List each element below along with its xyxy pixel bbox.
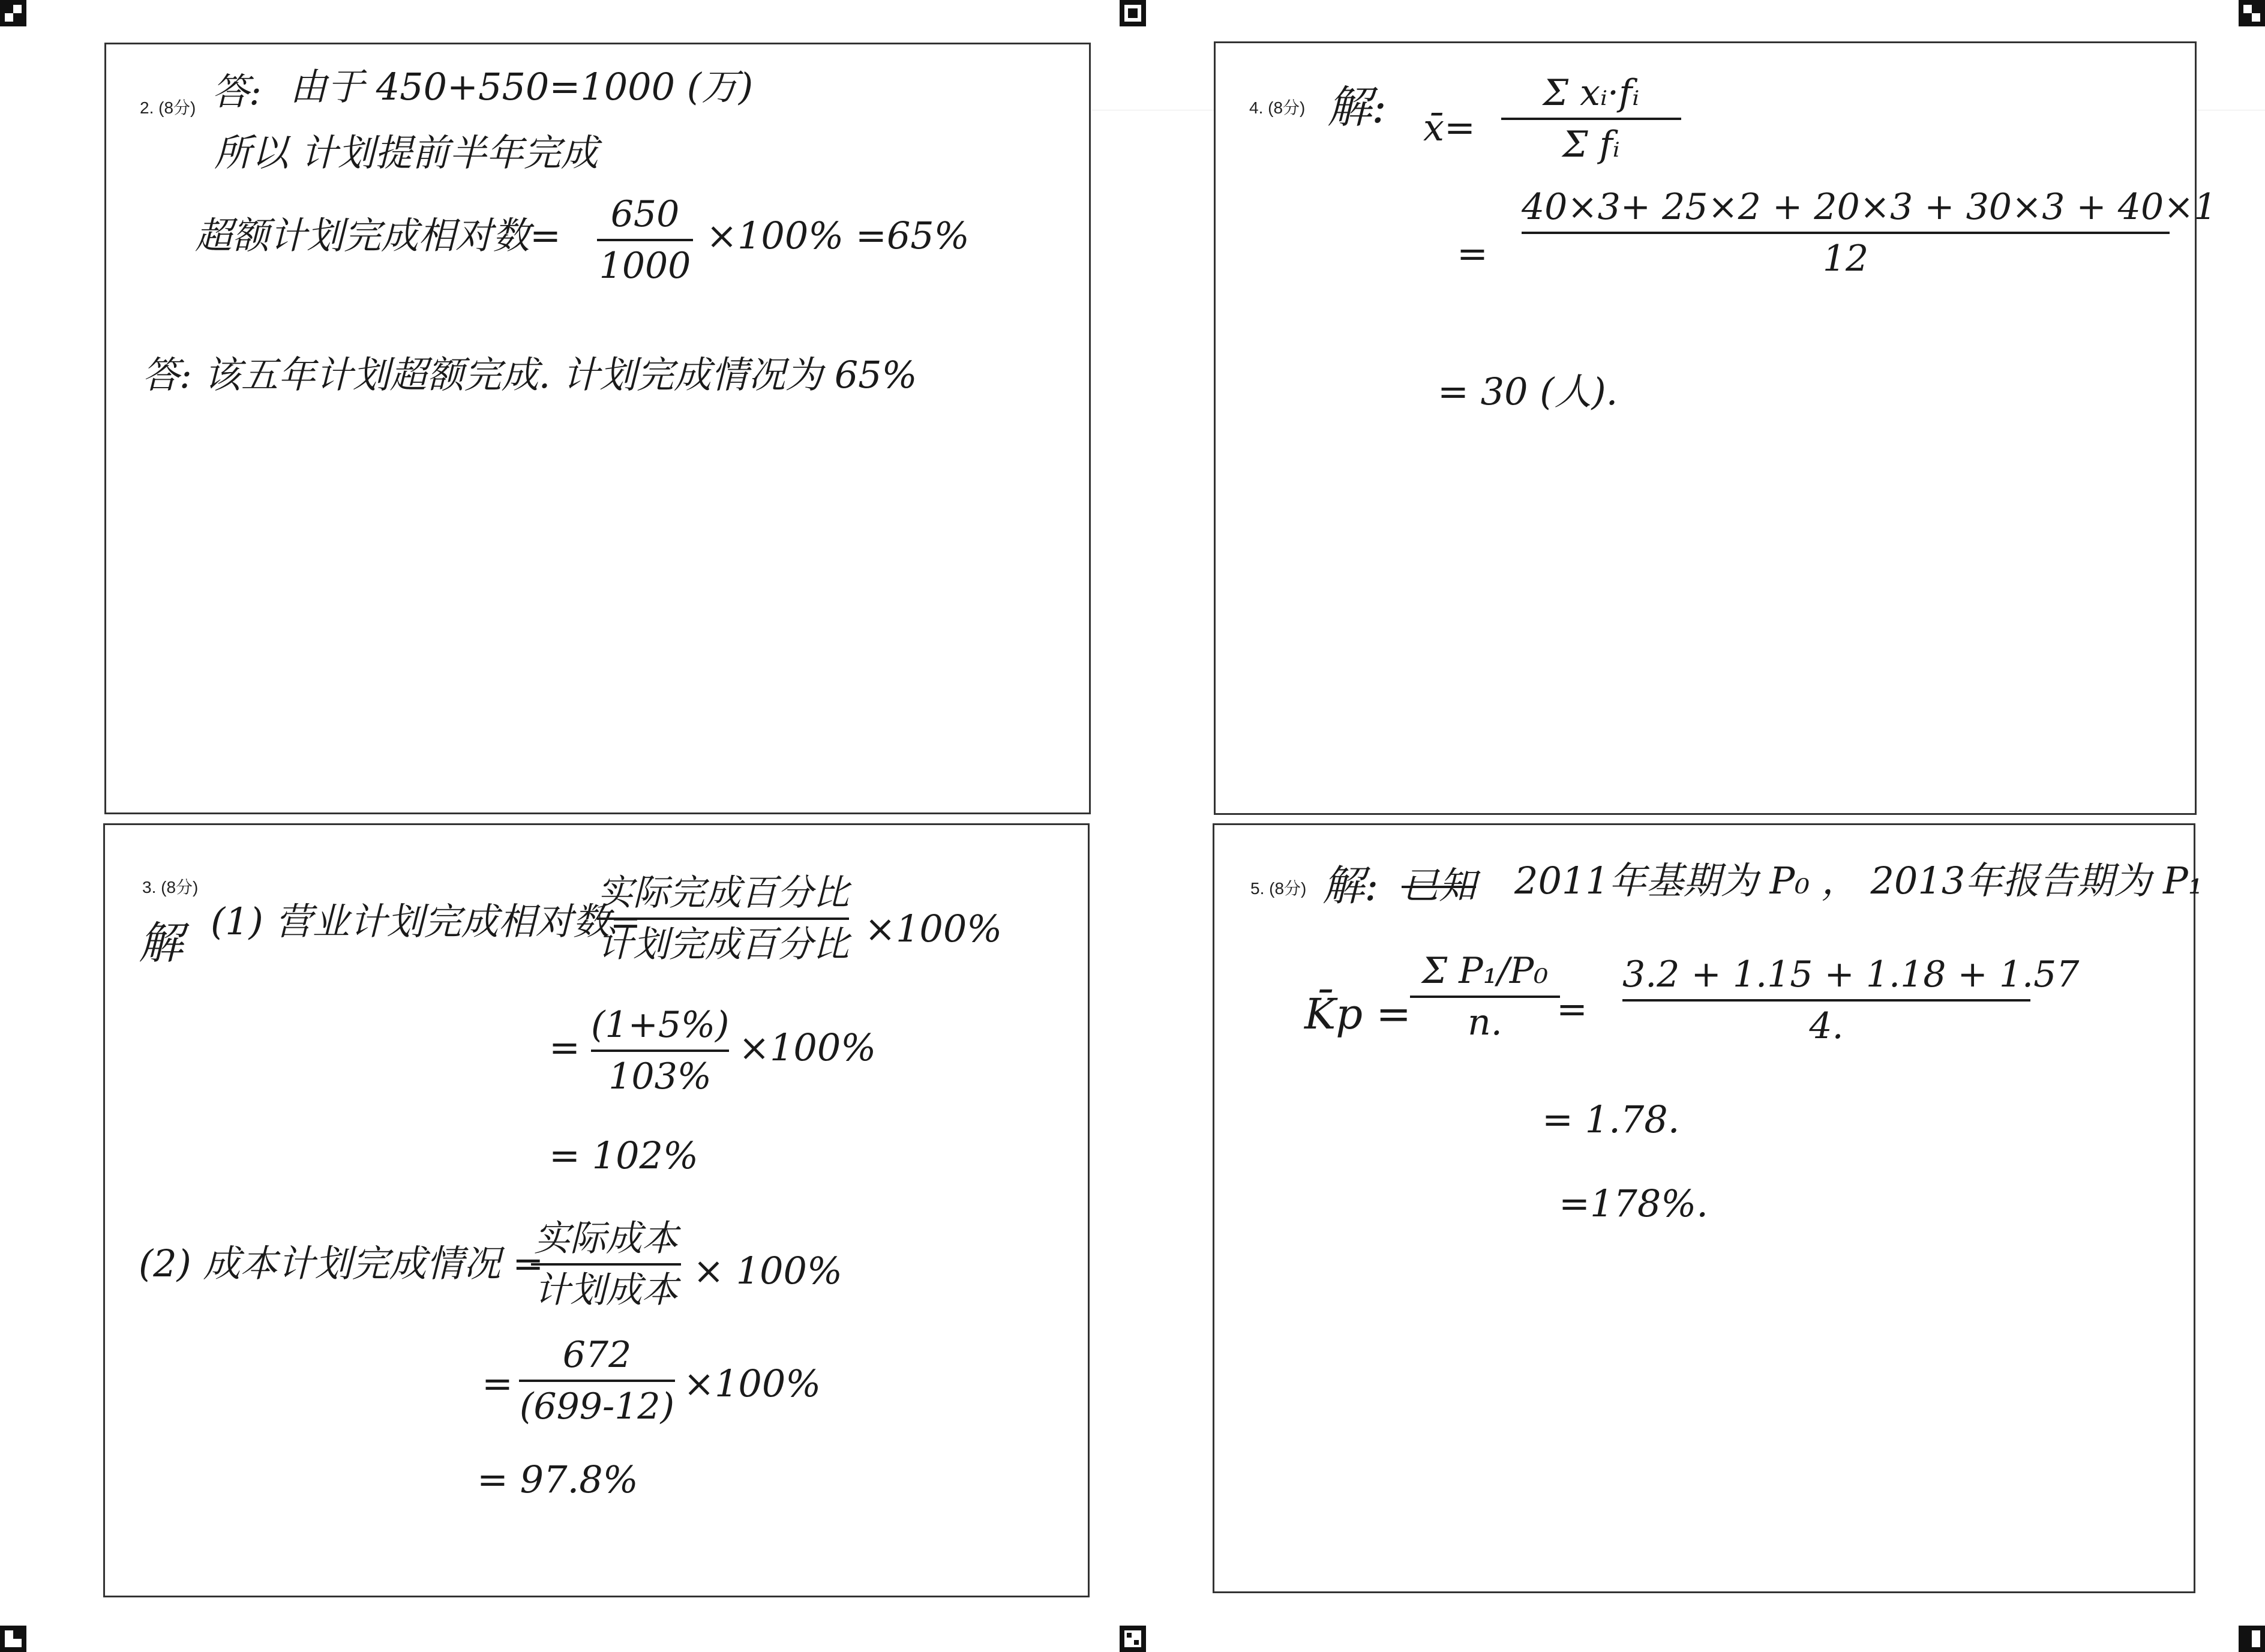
corner-marker-icon bbox=[1120, 1626, 1146, 1652]
answer-conclusion: 答: 该五年计划超额完成. 计划完成情况为 65% bbox=[142, 353, 917, 397]
crossed-out-text: 已知 bbox=[1402, 864, 1477, 907]
fraction-denominator: 103% bbox=[608, 1056, 712, 1098]
question-label: 5. (8分) bbox=[1250, 879, 1307, 898]
answer-line: 2011年基期为 P₀ ， 2013年报告期为 P₁ bbox=[1514, 859, 2203, 903]
answer-box-q2 bbox=[104, 43, 1091, 814]
corner-marker-icon bbox=[2239, 1626, 2265, 1652]
formula-lhs: (2) 成本计划完成情况 = bbox=[139, 1242, 544, 1285]
fraction-bar bbox=[591, 1050, 729, 1052]
answer-box-q5 bbox=[1213, 823, 2203, 1593]
question-label: 4. (8分) bbox=[1249, 98, 1306, 117]
formula-rhs: ×100% =65% bbox=[706, 214, 970, 257]
equals-sign: = bbox=[1457, 232, 1488, 275]
fraction-numerator: 40×3+ 25×2 + 20×3 + 30×3 + 40×1 bbox=[1522, 186, 2217, 228]
formula-rhs: ×100% bbox=[683, 1362, 821, 1405]
formula-rhs: ×100% bbox=[865, 907, 1003, 951]
fraction-bar bbox=[597, 239, 693, 241]
formula-result: = 97.8% bbox=[477, 1458, 638, 1501]
answer-line: 所以 计划提前半年完成 bbox=[214, 131, 598, 175]
corner-marker-icon bbox=[0, 0, 26, 26]
fraction bbox=[591, 1005, 729, 1096]
formula-result: = 30 (人). bbox=[1438, 370, 1618, 413]
fraction bbox=[1501, 73, 1681, 164]
answer-prefix: 答: bbox=[212, 70, 262, 113]
formula-lhs: (1) 营业计划完成相对数= bbox=[211, 900, 641, 943]
fraction-numerator: Σ P₁/P₀ bbox=[1421, 950, 1549, 992]
formula-lhs: x̄= bbox=[1423, 106, 1475, 149]
fraction bbox=[1522, 186, 2217, 280]
fraction-bar bbox=[1501, 118, 1681, 120]
fraction-denominator: 4. bbox=[1809, 1005, 1844, 1047]
fraction-numerator: 672 bbox=[562, 1334, 632, 1376]
corner-marker-icon bbox=[2239, 0, 2265, 26]
corner-marker-icon bbox=[0, 1626, 26, 1652]
solution-prefix: 解: bbox=[1327, 82, 1387, 133]
fraction bbox=[597, 194, 693, 286]
equals-sign: = bbox=[482, 1362, 513, 1405]
fraction-numerator: 650 bbox=[610, 193, 680, 235]
formula-lhs: K̄p = bbox=[1304, 990, 1412, 1039]
formula-result: = 102% bbox=[549, 1134, 698, 1177]
fraction bbox=[1622, 954, 2080, 1047]
fraction-bar bbox=[597, 918, 849, 920]
fraction-bar bbox=[1522, 232, 2170, 234]
formula-result: = 1.78. bbox=[1542, 1098, 1680, 1141]
fraction-denominator: n. bbox=[1468, 1002, 1502, 1044]
formula-rhs: × 100% bbox=[693, 1249, 842, 1293]
answer-line: 由于 450+550=1000 (万) bbox=[290, 65, 754, 109]
formula-result: =178%. bbox=[1559, 1182, 1708, 1225]
fraction-denominator: Σ fᵢ bbox=[1562, 124, 1620, 166]
fraction bbox=[519, 1335, 675, 1426]
question-label: 3. (8分) bbox=[142, 878, 199, 897]
fraction-numerator: Σ xᵢ·fᵢ bbox=[1543, 72, 1640, 114]
fraction bbox=[597, 873, 849, 964]
fraction bbox=[1410, 951, 1560, 1042]
fraction-bar bbox=[531, 1263, 681, 1266]
fraction-bar bbox=[1410, 996, 1560, 998]
fraction-bar bbox=[1622, 999, 2030, 1002]
fraction-numerator: (1+5%) bbox=[591, 1004, 730, 1046]
fraction-denominator: 计划成本 bbox=[534, 1269, 678, 1311]
fraction-denominator: (699-12) bbox=[520, 1386, 674, 1428]
fraction-bar bbox=[519, 1380, 675, 1382]
solution-prefix: 解 bbox=[139, 918, 183, 969]
fraction-denominator: 1000 bbox=[599, 245, 691, 287]
fraction-numerator: 3.2 + 1.15 + 1.18 + 1.57 bbox=[1622, 954, 2080, 996]
fraction-denominator: 计划完成百分比 bbox=[597, 924, 849, 966]
answer-box-q4 bbox=[1214, 41, 2217, 815]
corner-marker-icon bbox=[1120, 0, 1146, 26]
solution-prefix: 解: bbox=[1322, 861, 1379, 910]
answer-box-q3 bbox=[103, 823, 1090, 1597]
formula-rhs: ×100% bbox=[739, 1026, 877, 1069]
fraction bbox=[531, 1219, 681, 1310]
fraction-numerator: 实际成本 bbox=[534, 1218, 678, 1260]
question-label: 2. (8分) bbox=[140, 98, 196, 117]
equals-sign: = bbox=[1556, 987, 1588, 1031]
fraction-numerator: 实际完成百分比 bbox=[597, 872, 849, 914]
formula-lhs: 超额计划完成相对数= bbox=[195, 214, 561, 257]
equals-sign: = bbox=[549, 1026, 580, 1069]
fraction-denominator: 12 bbox=[1822, 238, 1869, 280]
